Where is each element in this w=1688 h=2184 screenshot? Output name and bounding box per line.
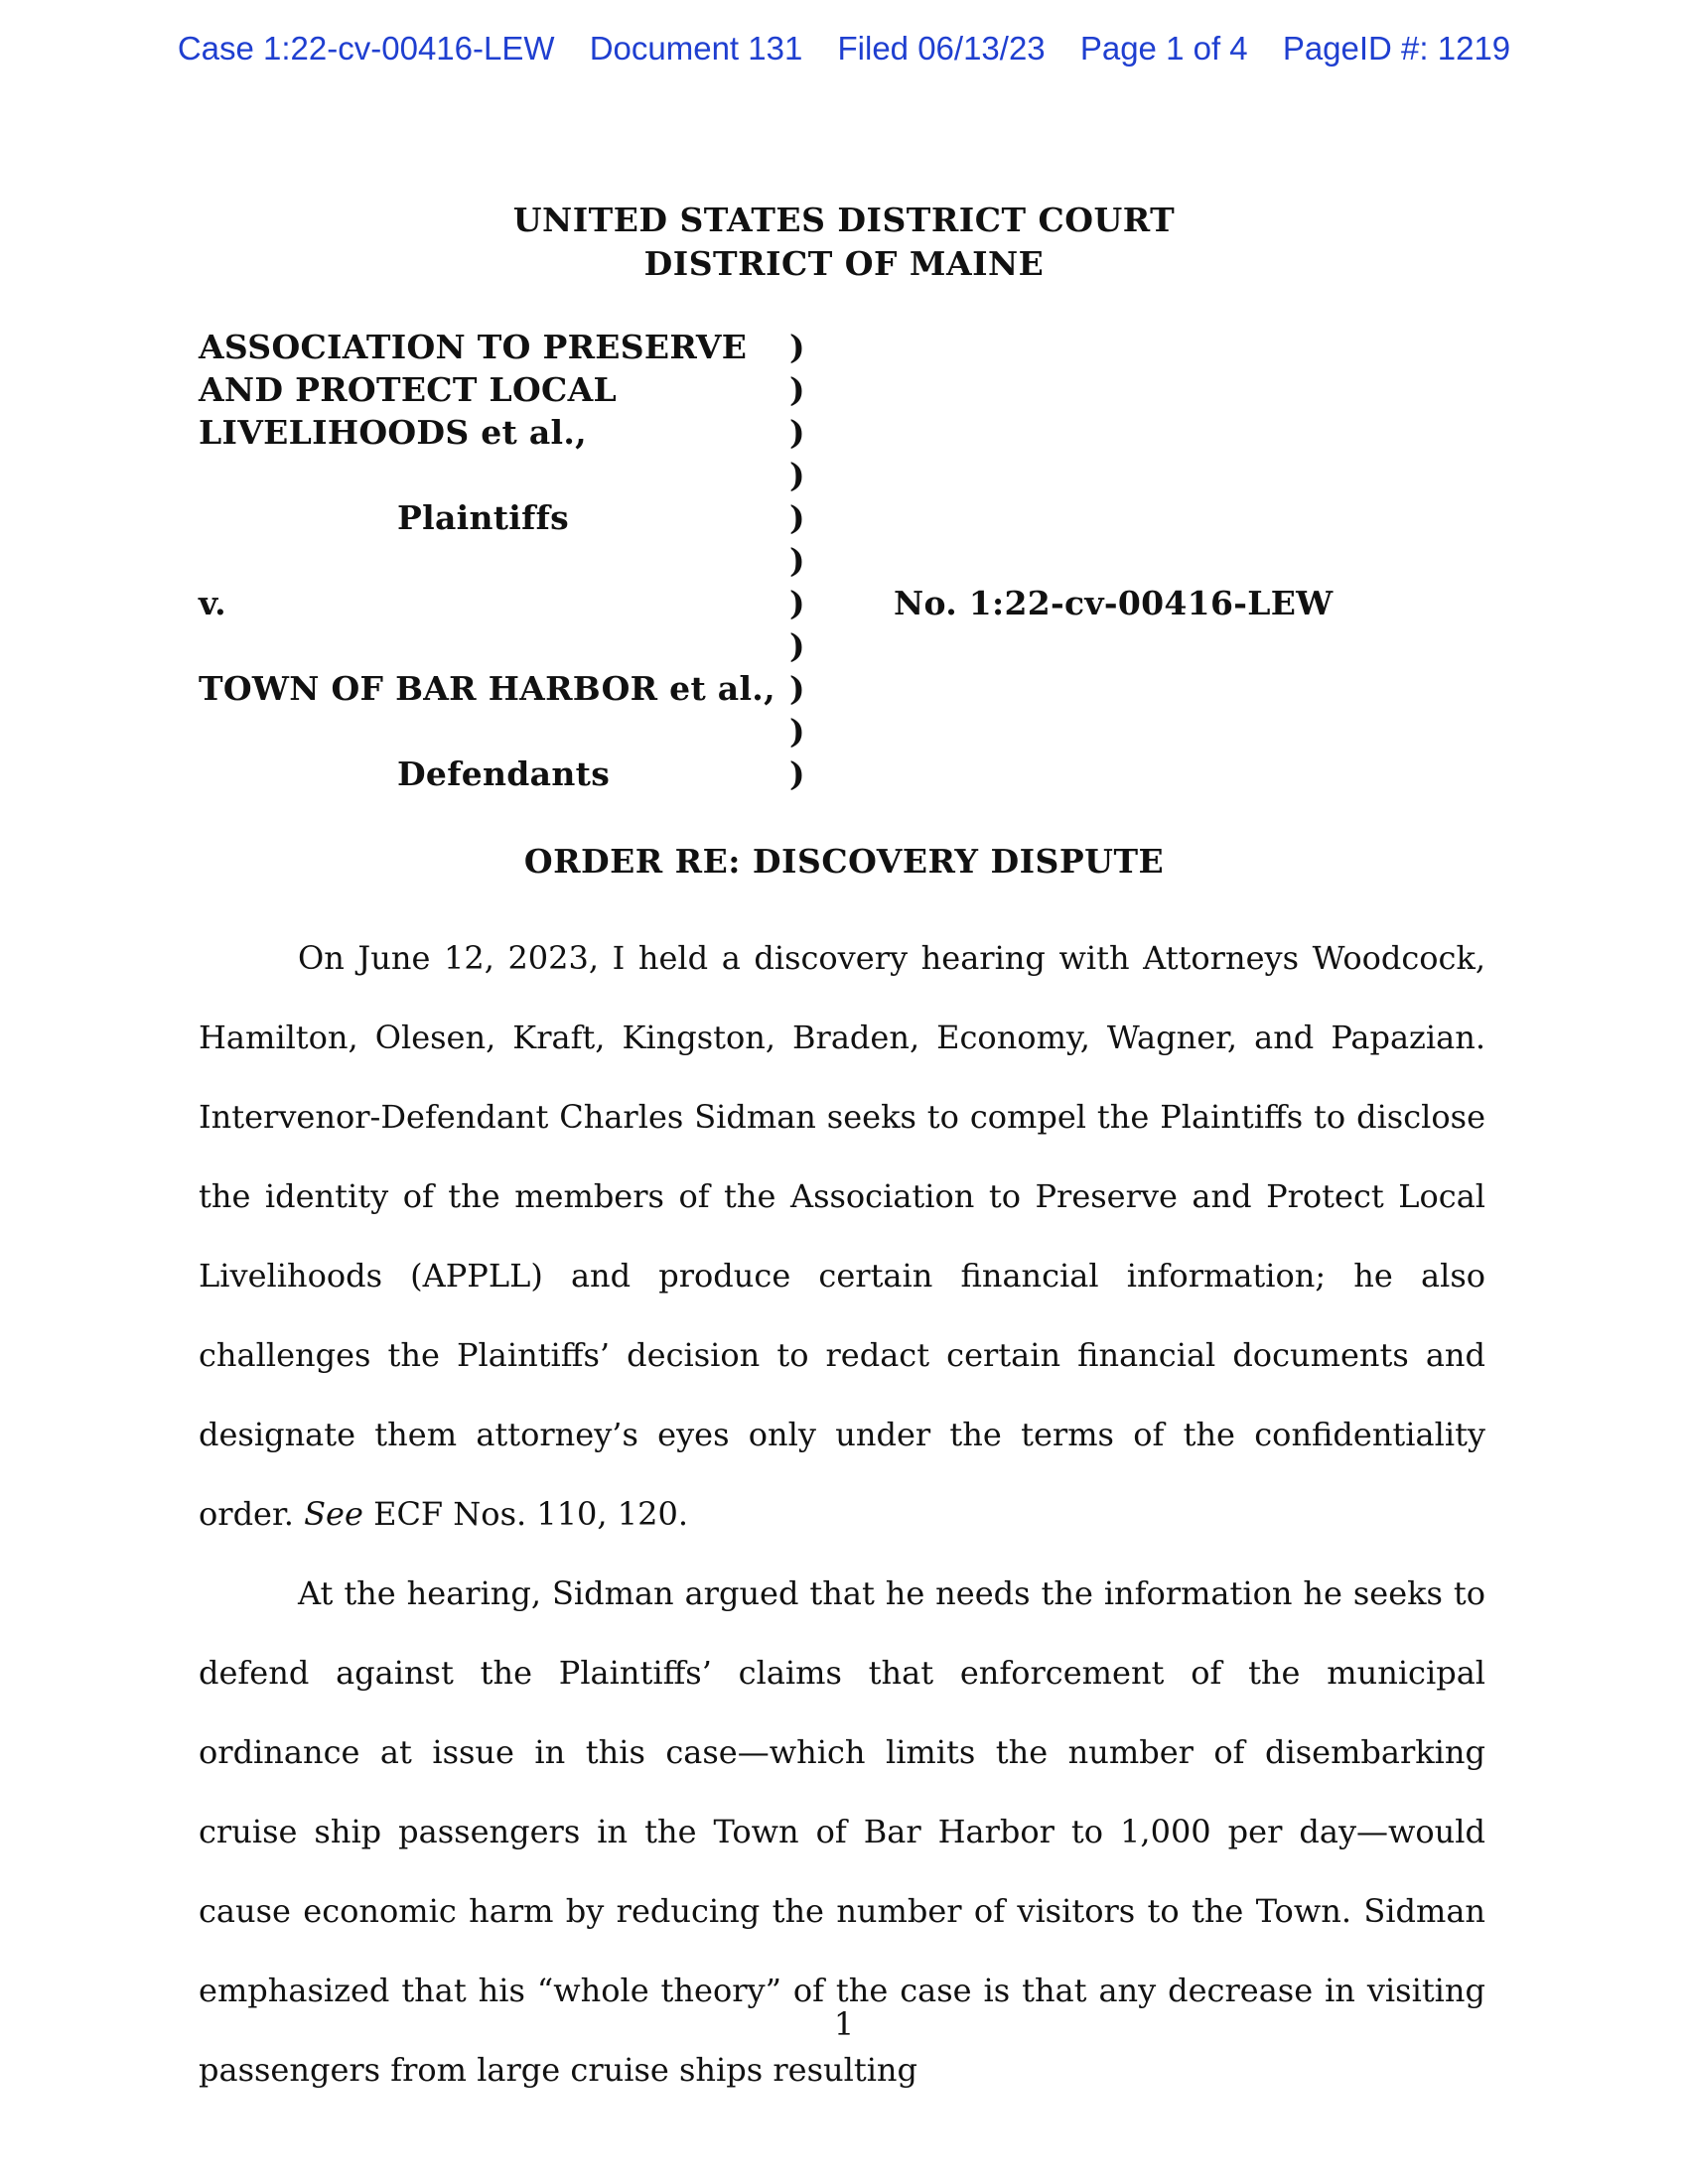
- order-body: [199, 918, 1485, 2110]
- case-number-header: Case 1:22-cv-00416-LEW: [177, 30, 555, 67]
- page-count-header: Page 1 of 4: [1079, 30, 1248, 67]
- paragraph-text: On June 12, 2023, I held a discovery hearing with Attorneys Woodcock, Hamilton, Olesen, Kraft, Kingston, Braden, Economy, Wagner, and Papazian. Intervenor-Defendant Charles Sidman seeks to compel the Plaintiffs to disclose the identity of the members of the Association to Preserve and Protect Local Livelihoods (APPLL) and produce certain financial information; he also challenges the Plaintiffs’ decision to redact certain financial documents and designate them attorney’s eyes only under the terms of the confidentiality order.: [199, 939, 1485, 1533]
- plaintiffs-label: Plaintiffs: [397, 498, 570, 537]
- caption-paren: ): [789, 712, 805, 751]
- court-heading: [0, 199, 1688, 286]
- caption-paren: ): [789, 498, 805, 537]
- court-district: DISTRICT OF MAINE: [643, 244, 1045, 283]
- caption-row: [199, 411, 1390, 454]
- defendants-label: Defendants: [397, 754, 611, 793]
- caption-paren: ): [789, 456, 805, 494]
- body-paragraph: [199, 918, 1485, 1554]
- caption-paren: ): [789, 413, 805, 452]
- caption-row: [199, 326, 1390, 368]
- page-number: 1: [833, 2005, 855, 2043]
- caption-row: [199, 752, 1390, 795]
- case-caption: [199, 326, 1390, 795]
- caption-row: [199, 582, 1390, 624]
- body-paragraph: At the hearing, Sidman argued that he needs the information he seeks to defend against the Plaintiffs’ claims that enforcement of the municipal ordinance at issue in this case—which limits the number of disembarking cruise ship passengers in the Town of Bar Harbor to 1,000 per day—would cause economic harm by reducing the number of visitors to the Town. Sidman emphasized that his “whole theory” of the case is that any decrease in visiting passengers from large cruise ships resulting: [199, 1574, 1485, 2089]
- plaintiff-name-line: AND PROTECT LOCAL: [199, 370, 617, 409]
- caption-paren: ): [789, 328, 805, 366]
- filed-date-header: Filed 06/13/23: [837, 30, 1046, 67]
- caption-row: [199, 667, 1390, 710]
- defendant-name-line: TOWN OF BAR HARBOR et al.,: [199, 669, 775, 708]
- paragraph-text: ECF Nos. 110, 120.: [362, 1495, 688, 1533]
- caption-paren: ): [789, 541, 805, 580]
- case-number: No. 1:22-cv-00416-LEW: [894, 584, 1334, 622]
- caption-row: [199, 710, 1390, 752]
- plaintiff-name-line: ASSOCIATION TO PRESERVE: [199, 328, 748, 366]
- caption-paren: ): [789, 584, 805, 622]
- caption-row: [199, 454, 1390, 496]
- versus-label: v.: [199, 584, 226, 622]
- page-id-header: PageID #: 1219: [1282, 30, 1511, 67]
- document-number-header: Document 131: [589, 30, 803, 67]
- ecf-filing-header: [0, 30, 1688, 68]
- citation-signal: See: [304, 1495, 363, 1533]
- order-title: ORDER RE: DISCOVERY DISPUTE: [523, 842, 1165, 881]
- caption-paren: ): [789, 370, 805, 409]
- plaintiff-name-line: LIVELIHOODS et al.,: [199, 413, 587, 452]
- caption-row: [199, 539, 1390, 582]
- caption-paren: ): [789, 669, 805, 708]
- caption-paren: ): [789, 626, 805, 665]
- caption-row: [199, 368, 1390, 411]
- caption-row: [199, 496, 1390, 539]
- caption-paren: ): [789, 754, 805, 793]
- court-name: UNITED STATES DISTRICT COURT: [512, 201, 1176, 239]
- caption-row: [199, 624, 1390, 667]
